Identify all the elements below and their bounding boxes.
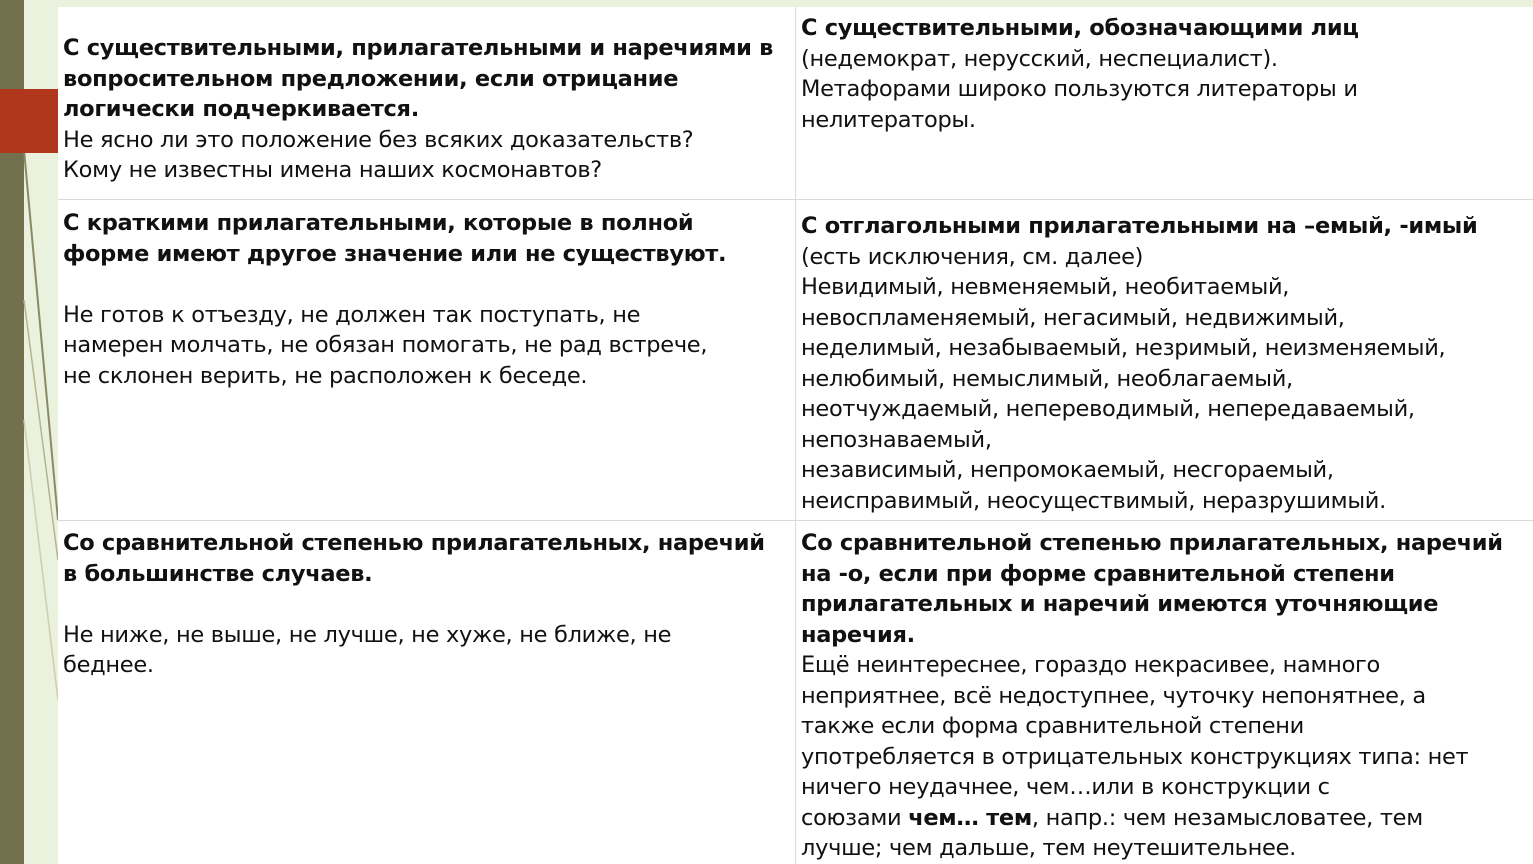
cell-heading-line: Со сравнительной степенью прилагательных, наречий [63, 530, 765, 556]
cell-heading-line: форме имеют другое значение или не существуют. [63, 240, 727, 267]
cell-text-line: неприятнее, всё недоступнее, чуточку непонятнее, а [801, 682, 1426, 709]
row-divider [58, 520, 1533, 521]
cell-text-line: независимый, непромокаемый, несгораемый, [801, 457, 1334, 483]
cell-text-line: лучше; чем дальше, тем неутешительнее. [801, 835, 1296, 861]
cell-text-line: непознаваемый, [801, 426, 992, 453]
cell-heading-line: С существительными, прилагательными и наречиями в [63, 35, 774, 61]
cell-text-line: Невидимый, невменяемый, необитаемый, [801, 274, 1290, 300]
cell-text-line: ничего неудачнее, чем…или в конструкции с [801, 774, 1330, 800]
cell-text-line: нелюбимый, немыслимый, необлагаемый, [801, 365, 1293, 392]
cell-text-line: Ещё неинтереснее, гораздо некрасивее, намного [801, 652, 1381, 678]
cell-text-line: употребляется в отрицательных конструкциях типа: нет [801, 743, 1469, 770]
cell-text-line [801, 803, 1529, 834]
cell-text-line: невоспламеняемый, негасимый, недвижимый, [801, 304, 1345, 331]
top-strip [24, 0, 1533, 7]
table-cell [58, 204, 796, 520]
cell-heading-line: логически подчеркивается. [63, 96, 419, 122]
mixed-text-before: союзами [801, 804, 909, 831]
table-cell [58, 29, 796, 199]
cell-text-line: (есть исключения, см. далее) [801, 243, 1144, 270]
row-divider [58, 199, 1533, 200]
cell-heading-line: наречия. [801, 621, 915, 648]
cell-heading-line: вопросительном предложении, если отрицание [63, 65, 679, 92]
cell-text-line: неотчуждаемый, непереводимый, непередаваемый, [801, 396, 1415, 422]
accent-tab [0, 89, 58, 153]
cell-text-line: беднее. [63, 652, 154, 678]
cell-text-line: неисправимый, неосуществимый, неразрушимый. [801, 487, 1386, 514]
cell-text-line: намерен молчать, не обязан помогать, не рад встрече, [63, 332, 708, 358]
cell-text-line: Метафорами широко пользуются литераторы и [801, 76, 1358, 102]
mixed-text-after: , напр.: чем незамысловатее, тем [1031, 804, 1423, 831]
table-cell [58, 524, 796, 864]
cell-text-line: не склонен верить, не расположен к беседе. [63, 362, 588, 389]
cell-text-line: (недемократ, нерусский, неспециалист). [801, 45, 1278, 72]
cell-text-line: Не готов к отъезду, не должен так поступать, не [63, 301, 641, 328]
cell-heading-line: на -о, если при форме сравнительной степени [801, 560, 1395, 587]
cell-text-line: Кому не известны имена наших космонавтов? [63, 157, 602, 183]
cell-text-line: Не ниже, не выше, не лучше, не хуже, не ближе, не [63, 621, 672, 648]
cell-heading-line: в большинстве случаев. [63, 560, 373, 587]
cell-text-line: Не ясно ли это положение без всяких доказательств? [63, 126, 694, 153]
cell-heading-line: С краткими прилагательными, которые в полной [63, 210, 694, 236]
table-cell [796, 207, 1533, 520]
cell-heading-line: С отглагольными прилагательными на –емый, -имый [801, 213, 1478, 239]
table-cell [796, 9, 1533, 199]
cell-heading-line: С существительными, обозначающими лиц [801, 15, 1359, 41]
cell-heading-line: Со сравнительной степенью прилагательных, наречий [801, 530, 1503, 556]
rules-table [58, 7, 1533, 864]
cell-text-line: также если форма сравнительной степени [801, 713, 1305, 739]
cell-heading-line: прилагательных и наречий имеются уточняющие [801, 591, 1439, 617]
table-cell [796, 524, 1533, 864]
cell-text-line: неделимый, незабываемый, незримый, неизменяемый, [801, 335, 1446, 361]
cell-text-line: нелитераторы. [801, 106, 976, 133]
mixed-text-bold: чем… тем [908, 804, 1032, 831]
